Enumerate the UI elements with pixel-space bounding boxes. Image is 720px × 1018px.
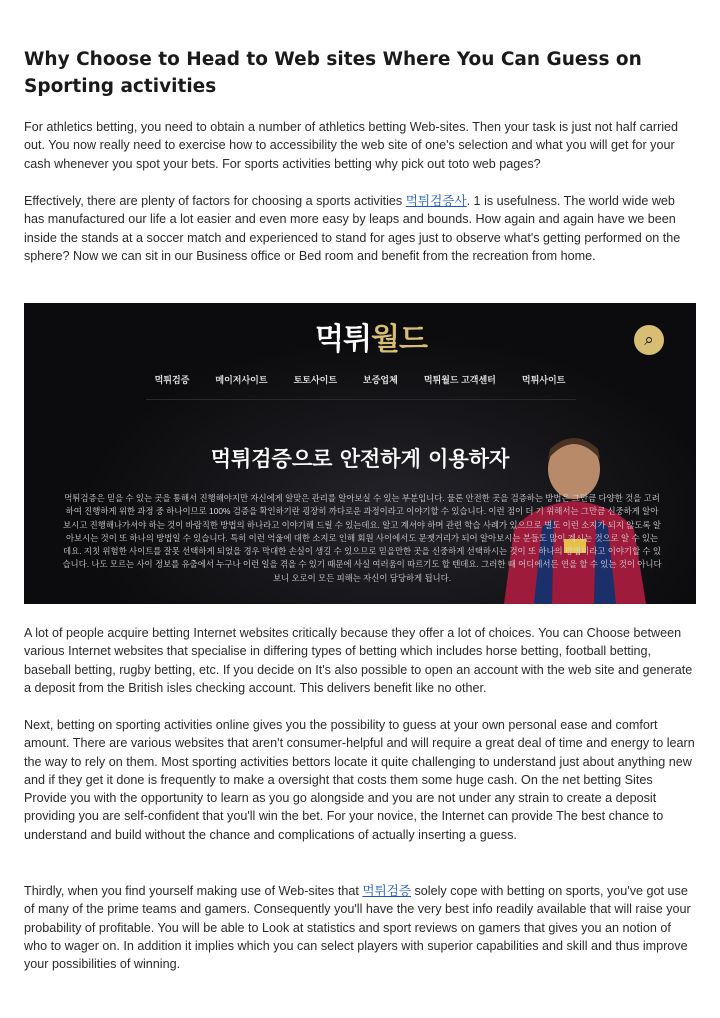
nav-item-1[interactable]: 먹튀검증 xyxy=(154,375,190,385)
paragraph-2-text-a: Effectively, there are plenty of factors for choosing a sports activities xyxy=(24,194,406,208)
keyword-link-2[interactable]: 먹튀검증 xyxy=(362,884,411,898)
search-icon[interactable]: ⌕ xyxy=(634,325,664,355)
site-logo[interactable]: 먹튀월드 xyxy=(315,322,427,357)
paragraph-3: A lot of people acquire betting Internet websites critically because they offer a lot of choices. You can Choose between various Internet websites that specialise in differing types of betting which includes horse betting, football betting, baseball betting, rugby betting, etc. If you decide on It's also possible to open an account with the web site and generate a deposit from the British isles checking account. This delivers benefit like no other. xyxy=(24,626,693,695)
keyword-link-1[interactable]: 먹튀검증사 xyxy=(405,194,467,208)
paragraph-5-text-a: Thirdly, when you find yourself making use of Web-sites that xyxy=(24,884,363,898)
paragraph-2 xyxy=(24,192,696,265)
paragraph-4: Next, betting on sporting activities online gives you the possibility to guess at your own personal ease and comfort amount. There are various websites that aren't consumer-helpful and will require a great deal of time and energy to learn the way to rely on them. Most sporting activities bettors locate it quite challenging to understand just about anything new and if they get it done is frequently to make a oversight that costs them some huge cash. On the net betting Sites Provide you with the opportunity to learn as you go alongside and you are not under any strain to create a deposit providing you are self-confident that you'll win the bet. For your novice, the Internet can provide The best chance to understand and build without the chance and complications of actually inserting a guess. xyxy=(24,718,695,842)
paragraph-2-text-b: . 1 is usefulness. The world wide web has manufactured our life a lot easier and even more easy by leaps and bounds. How again and again have we been inside the stands at a soccer match and experienced to stand for ages just to observe what's getting performed on the sphere? Now we can sit in our Business office or Bed room and benefit from the recreation from home. xyxy=(24,194,681,263)
paragraph-5-text-b: solely cope with betting on sports, you've got use of many of the prime teams and gamers. Consequently you'll have the very best info readily available that will raise your probability of profitable. You will be able to Look at statistics and sport reviews on gamers that gives you an notion of who to wager on. In addition it implies which you can select players with superior capabilities and skill and thus improve your possibilities of winning. xyxy=(24,884,691,972)
nav-item-3[interactable]: 토토사이트 xyxy=(293,375,338,385)
nav-item-4[interactable]: 보증업체 xyxy=(363,375,398,385)
paragraph-5 xyxy=(24,882,696,973)
hero-body-text: 먹튀검증은 믿을 수 있는 곳을 통해서 진행해야지만 자신에게 알맞은 관리를 알아보실 수 있는 부분입니다. 물론 안전한 곳을 검증하는 방법은 그만큼 다양한 것을 고려하여 진행하게 위한 과정 중 하나이므로 100% 검증을 확인하기란 굉장히 까다로운 과정이라고 이야기할 수 있습니다. 이런 점이 더 기 위해서는 그만큼 신중하게 알아보시고 진행해나가셔야 하는 것이 바람직한 방법의 하나라고 이야기해 드릴 수 있는데요. 알고 계셔야 하며 관련 학습 사례가 있으므로 별도 이런 소지가 되지 않도록 알아보시는 것이 또 하나의 방법일 수 있습니다. 특히 이런 억울에 대한 소지로 인해 회원 사이에서도 문젯거리가 되어 알아보시는 분들도 많이 계시는 것으로 알 수 있는데요. 지칫 위험한 사이트를 잘못 선택하게 되었을 경우 막대한 손실이 생길 수 있으므로 믿을만한 곳을 신중하게 선택하시는 것이 또 하나의 방법이라고 이야기할 수 있습니다. 나도 모르는 사이 정보를 유출에서 누구나 이런 일을 겪을 수 있기 때문에 사실 여러움이 따르기도 할 텐데요. 그러한 때 어디에서든 연을 할 수 있는 것이 아니다 보니 오로이 모든 피해는 자신이 담당하게 됩니다. xyxy=(62,493,662,583)
embedded-site-screenshot xyxy=(24,303,696,604)
nav-divider xyxy=(146,399,576,400)
article-title: Why Choose to Head to Web sites Where You Can Guess on Sporting activities xyxy=(24,49,642,97)
nav-item-5[interactable]: 먹튀월드 고객센터 xyxy=(423,375,496,385)
nav-item-6[interactable]: 먹튀사이트 xyxy=(521,375,566,385)
site-navigation xyxy=(24,374,696,386)
hero-title: 먹튀검증으로 안전하게 이용하자 xyxy=(210,447,510,471)
nav-item-2[interactable]: 메이저사이트 xyxy=(215,375,268,385)
paragraph-1: For athletics betting, you need to obtain a number of athletics betting Web-sites. Then your task is just not half carried out. You now really need to exercise how to accessibility the web site of one's selection and what you will get for your cash whenever you spot your bets. For sports activities betting why pick out toto web pages? xyxy=(24,120,679,171)
